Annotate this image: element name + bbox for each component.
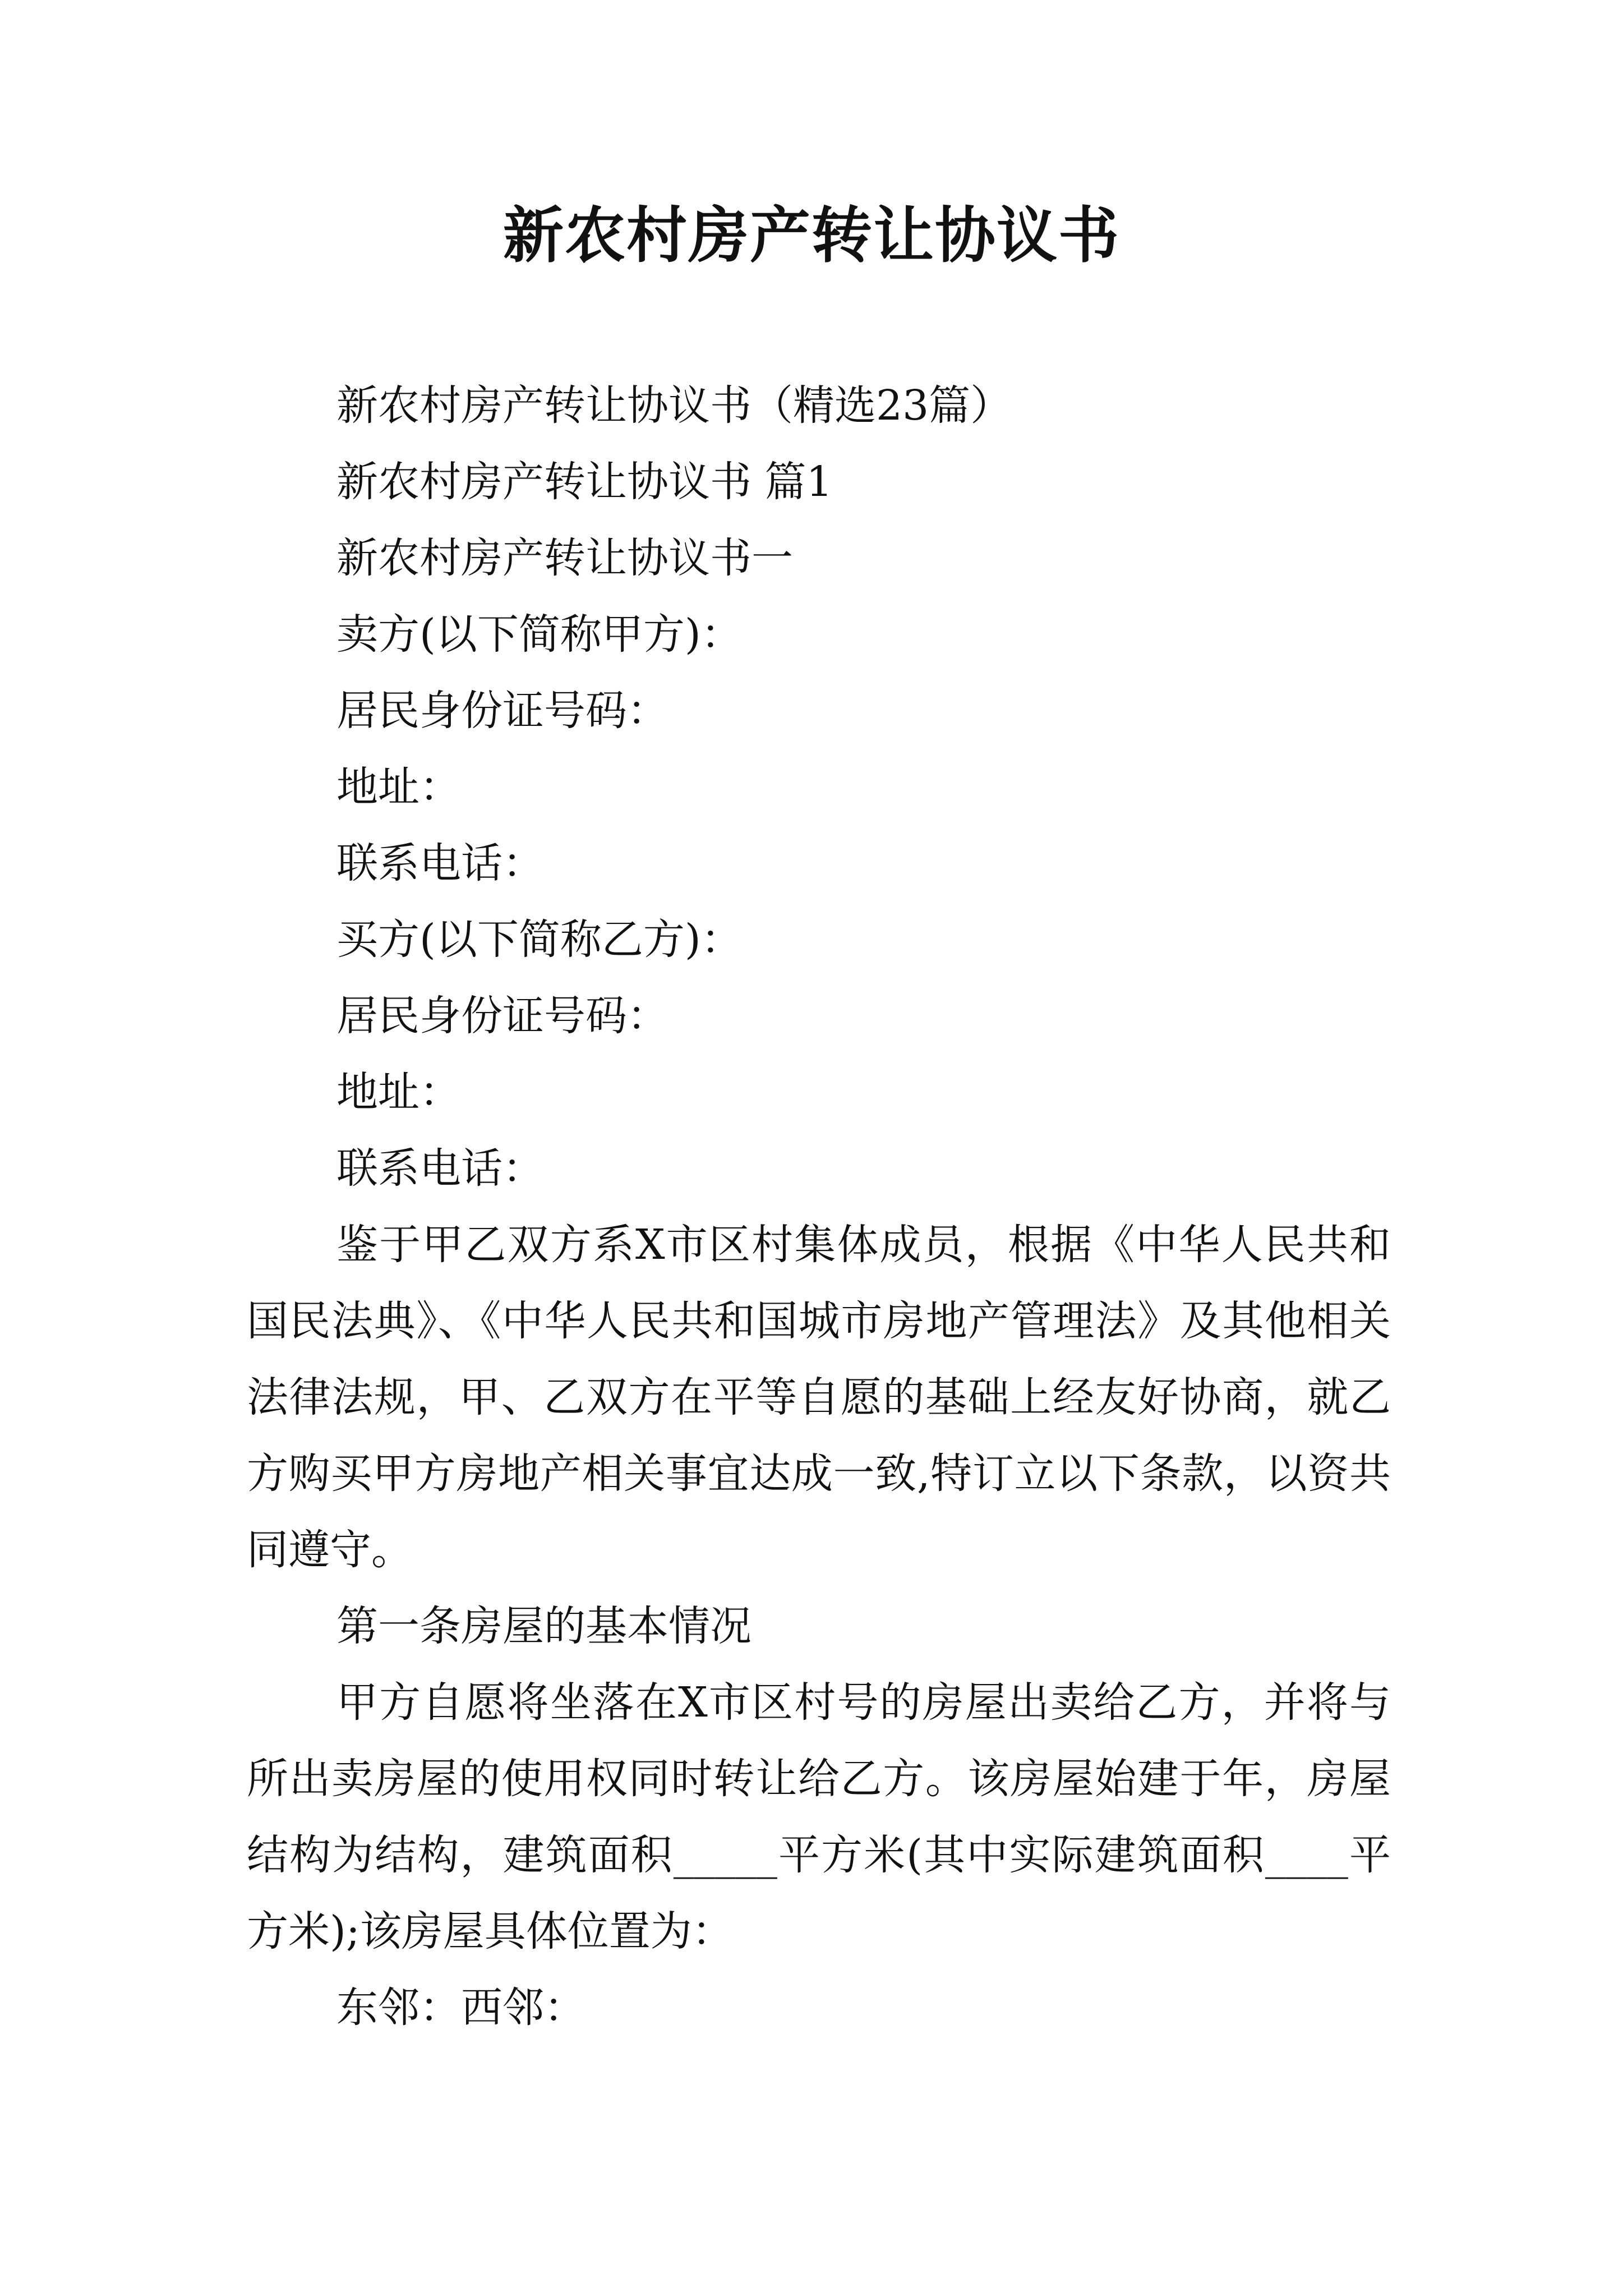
paragraph-seller-id: 居民身份证号码：: [336, 687, 668, 735]
paragraph-article-1-body: 甲方自愿将坐落在X市区村号的房屋出卖给乙方，并将与所出卖房屋的使用权同时转让给乙方。该房屋始建于年，房屋结构为结构，建筑面积_____平方米(其中实际建筑面积____平方米);该房屋具体位置为：: [247, 1678, 1391, 1955]
paragraph-article-1-title: 第一条房屋的基本情况: [336, 1602, 751, 1650]
paragraph-seller: 卖方(以下简称甲方)：: [336, 610, 743, 659]
paragraph-preamble: 鉴于甲乙双方系X市区村集体成员，根据《中华人民共和国民法典》、《中华人民共和国城市房地产管理法》及其他相关法律法规，甲、乙双方在平等自愿的基础上经友好协商，就乙方购买甲方房地产相关事宜达成一致,特订立以下条款，以资共同遵守。: [247, 1221, 1391, 1574]
paragraph-buyer: 买方(以下简称乙方)：: [336, 915, 743, 964]
paragraph-seller-address: 地址：: [336, 763, 461, 811]
document-title: 新农村房产转让协议书: [502, 200, 1120, 271]
paragraph-chapter: 新农村房产转让协议书 篇1: [336, 458, 833, 506]
paragraph-neighbors: 东邻：西邻：: [336, 1984, 585, 2032]
paragraph-buyer-address: 地址：: [336, 1068, 461, 1116]
document-body: [247, 367, 1391, 2046]
paragraph-buyer-id: 居民身份证号码：: [336, 992, 668, 1040]
paragraph-section-title: 新农村房产转让协议书一: [336, 534, 793, 582]
paragraph-subtitle: 新农村房产转让协议书（精选23篇）: [336, 381, 1012, 430]
paragraph-buyer-phone: 联系电话：: [336, 1144, 544, 1193]
paragraph-seller-phone: 联系电话：: [336, 839, 544, 887]
